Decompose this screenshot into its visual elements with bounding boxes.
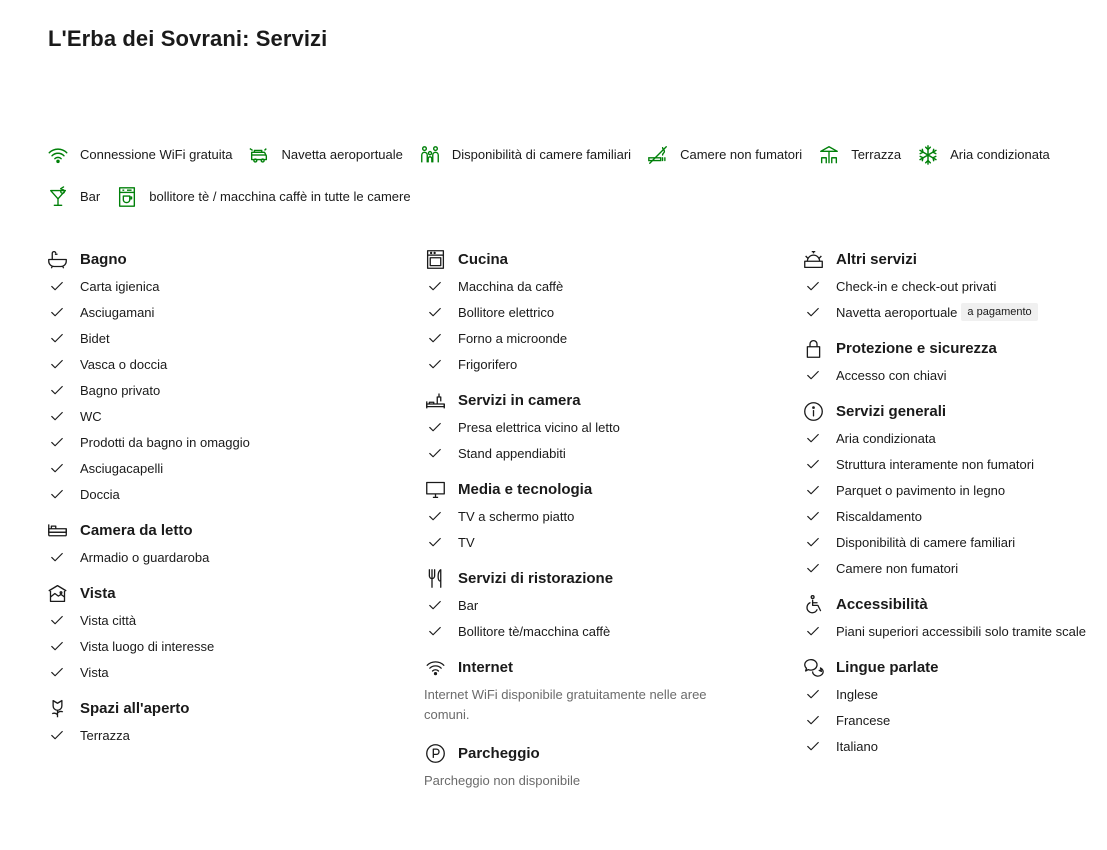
- parking-description: Parcheggio non disponibile: [424, 773, 581, 788]
- wifi-icon: [46, 143, 70, 167]
- check-icon: [424, 305, 446, 319]
- item-label: Presa elettrica vicino al letto: [458, 419, 620, 435]
- check-icon: [424, 357, 446, 371]
- item-label: Camere non fumatori: [836, 560, 959, 576]
- group-title: Parcheggio: [458, 744, 540, 762]
- item-label: Asciugamani: [80, 304, 155, 320]
- item-label: Aria condizionata: [836, 430, 936, 446]
- family-icon: [418, 143, 442, 167]
- item-label: Riscaldamento: [836, 508, 922, 524]
- list-item: [46, 659, 406, 685]
- list-item: [46, 325, 406, 351]
- item-label: Doccia: [80, 486, 120, 502]
- popular-item-terrace: [817, 142, 901, 167]
- oven-icon: [424, 248, 446, 270]
- check-icon: [46, 435, 68, 449]
- check-icon: [424, 279, 446, 293]
- item-label: Parquet o pavimento in legno: [836, 482, 1006, 498]
- check-icon: [46, 550, 68, 564]
- monitor-icon: [424, 478, 446, 500]
- list-item: [46, 481, 406, 507]
- list-item: [802, 503, 1107, 529]
- group-title: Servizi in camera: [458, 391, 581, 409]
- list-item: [424, 440, 784, 466]
- bagno-items: [46, 273, 406, 507]
- list-item: [46, 377, 406, 403]
- item-label: WC: [80, 408, 102, 424]
- item-label: Struttura interamente non fumatori: [836, 456, 1034, 472]
- item-label: Bar: [458, 597, 479, 613]
- item-label: Vista: [80, 664, 109, 680]
- list-item: [802, 681, 1107, 707]
- parking-icon: [424, 742, 446, 764]
- list-item: [802, 299, 1107, 325]
- item-label: Accesso con chiavi: [836, 367, 947, 383]
- list-item: [424, 414, 784, 440]
- group-title: Vista: [80, 584, 116, 602]
- list-item: [802, 529, 1107, 555]
- group-title: Accessibilità: [836, 595, 928, 613]
- check-icon: [802, 624, 824, 638]
- check-icon: [802, 305, 824, 319]
- wheelchair-icon: [802, 593, 824, 615]
- item-label: Carta igienica: [80, 278, 160, 294]
- popular-item-label: Terrazza: [851, 147, 902, 162]
- reception-bell-icon: [802, 248, 824, 270]
- list-item: [424, 618, 784, 644]
- group-title: Protezione e sicurezza: [836, 339, 997, 357]
- list-item: [424, 299, 784, 325]
- item-label: Prodotti da bagno in omaggio: [80, 434, 250, 450]
- list-item: [46, 455, 406, 481]
- item-label: Macchina da caffè: [458, 278, 564, 294]
- item-label: Armadio o guardaroba: [80, 549, 210, 565]
- servizi-camera-items: [424, 414, 784, 466]
- popular-item-shuttle: [247, 142, 402, 167]
- room-service-icon: [424, 389, 446, 411]
- check-icon: [802, 457, 824, 471]
- list-item: [46, 403, 406, 429]
- coffee-machine-icon: [115, 185, 139, 209]
- check-icon: [424, 420, 446, 434]
- popular-item-air-conditioning: [916, 142, 1050, 167]
- popular-item-label: Navetta aeroportuale: [281, 147, 403, 162]
- group-servizi-camera: [424, 386, 784, 466]
- list-item: [424, 592, 784, 618]
- cutlery-icon: [424, 567, 446, 589]
- list-item: [46, 607, 406, 633]
- group-ristorazione: [424, 564, 784, 644]
- popular-item-label: Bar: [80, 189, 101, 204]
- flower-icon: [46, 697, 68, 719]
- item-label: Bagno privato: [80, 382, 161, 398]
- check-icon: [802, 713, 824, 727]
- check-icon: [46, 279, 68, 293]
- ristorazione-items: [424, 592, 784, 644]
- list-item: [802, 362, 1107, 388]
- wifi-icon: [424, 656, 446, 678]
- group-title: Media e tecnologia: [458, 480, 593, 498]
- vista-items: [46, 607, 406, 685]
- item-label: Francese: [836, 712, 891, 728]
- group-title: Camera da letto: [80, 521, 193, 539]
- item-label: Vasca o doccia: [80, 356, 168, 372]
- group-title: Servizi di ristorazione: [458, 569, 614, 587]
- item-label: Bollitore tè/macchina caffè: [458, 623, 611, 639]
- no-smoking-icon: [646, 143, 670, 167]
- list-item: [802, 707, 1107, 733]
- popular-item-label: Aria condizionata: [950, 147, 1050, 162]
- item-label: Bollitore elettrico: [458, 304, 555, 320]
- list-item: [46, 544, 406, 570]
- speech-bubbles-icon: [802, 656, 824, 678]
- group-altri: [802, 245, 1107, 325]
- list-item: [802, 425, 1107, 451]
- check-icon: [46, 728, 68, 742]
- list-item: [46, 273, 406, 299]
- amenities-column-1: [46, 245, 406, 757]
- aperto-items: [46, 722, 406, 748]
- group-internet: [424, 653, 784, 725]
- list-item: [802, 618, 1107, 644]
- group-title: Altri servizi: [836, 250, 917, 268]
- list-item: [46, 351, 406, 377]
- group-camera: [46, 516, 406, 570]
- list-item: [424, 503, 784, 529]
- item-label: Vista città: [80, 612, 137, 628]
- check-icon: [802, 279, 824, 293]
- generali-items: [802, 425, 1107, 581]
- cocktail-icon: [46, 185, 70, 209]
- terrace-icon: [817, 143, 841, 167]
- group-vista: [46, 579, 406, 685]
- page-title: L'Erba dei Sovrani: Servizi: [48, 26, 328, 51]
- group-parcheggio: [424, 739, 784, 791]
- group-accessibilita: [802, 590, 1107, 644]
- check-icon: [46, 461, 68, 475]
- item-label: Navetta aeroportuale: [836, 304, 958, 320]
- popular-item-family: [418, 142, 631, 167]
- item-label: TV: [458, 534, 475, 550]
- lock-icon: [802, 337, 824, 359]
- sicurezza-items: [802, 362, 1107, 388]
- item-label: Inglese: [836, 686, 878, 702]
- item-label: Italiano: [836, 738, 878, 754]
- internet-description: Internet WiFi disponibile gratuitamente nelle aree comuni.: [424, 687, 707, 722]
- item-label: Terrazza: [80, 727, 130, 743]
- shuttle-icon: [247, 143, 271, 167]
- list-item: [46, 633, 406, 659]
- media-items: [424, 503, 784, 555]
- list-item: [802, 273, 1107, 299]
- popular-item-wifi: [46, 142, 232, 167]
- group-title: Bagno: [80, 250, 127, 268]
- item-label: Bidet: [80, 330, 110, 346]
- group-aperto: [46, 694, 406, 748]
- amenities-column-3: [802, 245, 1107, 768]
- list-item: [802, 451, 1107, 477]
- check-icon: [46, 487, 68, 501]
- check-icon: [46, 331, 68, 345]
- view-icon: [46, 582, 68, 604]
- list-item: [424, 529, 784, 555]
- list-item: [802, 555, 1107, 581]
- check-icon: [802, 483, 824, 497]
- list-item: [46, 299, 406, 325]
- check-icon: [424, 535, 446, 549]
- list-item: [802, 733, 1107, 759]
- group-bagno: [46, 245, 406, 507]
- list-item: [46, 429, 406, 455]
- check-icon: [424, 331, 446, 345]
- list-item: [46, 722, 406, 748]
- item-label: Check-in e check-out privati: [836, 278, 997, 294]
- popular-item-label: Connessione WiFi gratuita: [80, 147, 233, 162]
- check-icon: [802, 687, 824, 701]
- item-label: Forno a microonde: [458, 330, 568, 346]
- popular-item-coffee: [115, 184, 410, 209]
- bed-icon: [46, 519, 68, 541]
- info-icon: [802, 400, 824, 422]
- group-lingue: [802, 653, 1107, 759]
- group-title: Cucina: [458, 250, 509, 268]
- list-item: [424, 273, 784, 299]
- item-label: Vista luogo di interesse: [80, 638, 215, 654]
- group-title: Servizi generali: [836, 402, 947, 420]
- group-generali: [802, 397, 1107, 581]
- check-icon: [424, 446, 446, 460]
- group-sicurezza: [802, 334, 1107, 388]
- popular-item-label: Camere non fumatori: [680, 147, 803, 162]
- item-label: TV a schermo piatto: [458, 508, 575, 524]
- check-icon: [46, 305, 68, 319]
- item-label: Disponibilità di camere familiari: [836, 534, 1016, 550]
- list-item: [802, 477, 1107, 503]
- item-label: Piani superiori accessibili solo tramite scale: [836, 623, 1086, 639]
- check-icon: [802, 561, 824, 575]
- list-item: [424, 325, 784, 351]
- check-icon: [46, 357, 68, 371]
- item-label: Frigorifero: [458, 356, 518, 372]
- group-title: Lingue parlate: [836, 658, 939, 676]
- group-title: Spazi all'aperto: [80, 699, 190, 717]
- check-icon: [46, 383, 68, 397]
- item-label: Asciugacapelli: [80, 460, 164, 476]
- check-icon: [424, 624, 446, 638]
- popular-facilities: [46, 142, 1101, 209]
- amenities-column-2: [424, 245, 784, 800]
- check-icon: [802, 509, 824, 523]
- popular-item-label: Disponibilità di camere familiari: [451, 147, 632, 162]
- check-icon: [46, 665, 68, 679]
- check-icon: [424, 509, 446, 523]
- lingue-items: [802, 681, 1107, 759]
- camera-items: [46, 544, 406, 570]
- group-media: [424, 475, 784, 555]
- popular-item-label: bollitore tè / macchina caffè in tutte le camere: [149, 189, 411, 204]
- item-label: Stand appendiabiti: [458, 445, 566, 461]
- check-icon: [424, 598, 446, 612]
- check-icon: [802, 431, 824, 445]
- group-title: Internet: [458, 658, 514, 676]
- group-cucina: [424, 245, 784, 377]
- check-icon: [46, 409, 68, 423]
- bathtub-icon: [46, 248, 68, 270]
- check-icon: [802, 739, 824, 753]
- popular-item-no-smoking: [646, 142, 802, 167]
- check-icon: [46, 639, 68, 653]
- cucina-items: [424, 273, 784, 377]
- check-icon: [46, 613, 68, 627]
- snowflake-icon: [916, 143, 940, 167]
- popular-item-bar: [46, 184, 100, 209]
- list-item: [424, 351, 784, 377]
- check-icon: [802, 368, 824, 382]
- check-icon: [802, 535, 824, 549]
- paid-badge: a pagamento: [961, 303, 1037, 321]
- accessibilita-items: [802, 618, 1107, 644]
